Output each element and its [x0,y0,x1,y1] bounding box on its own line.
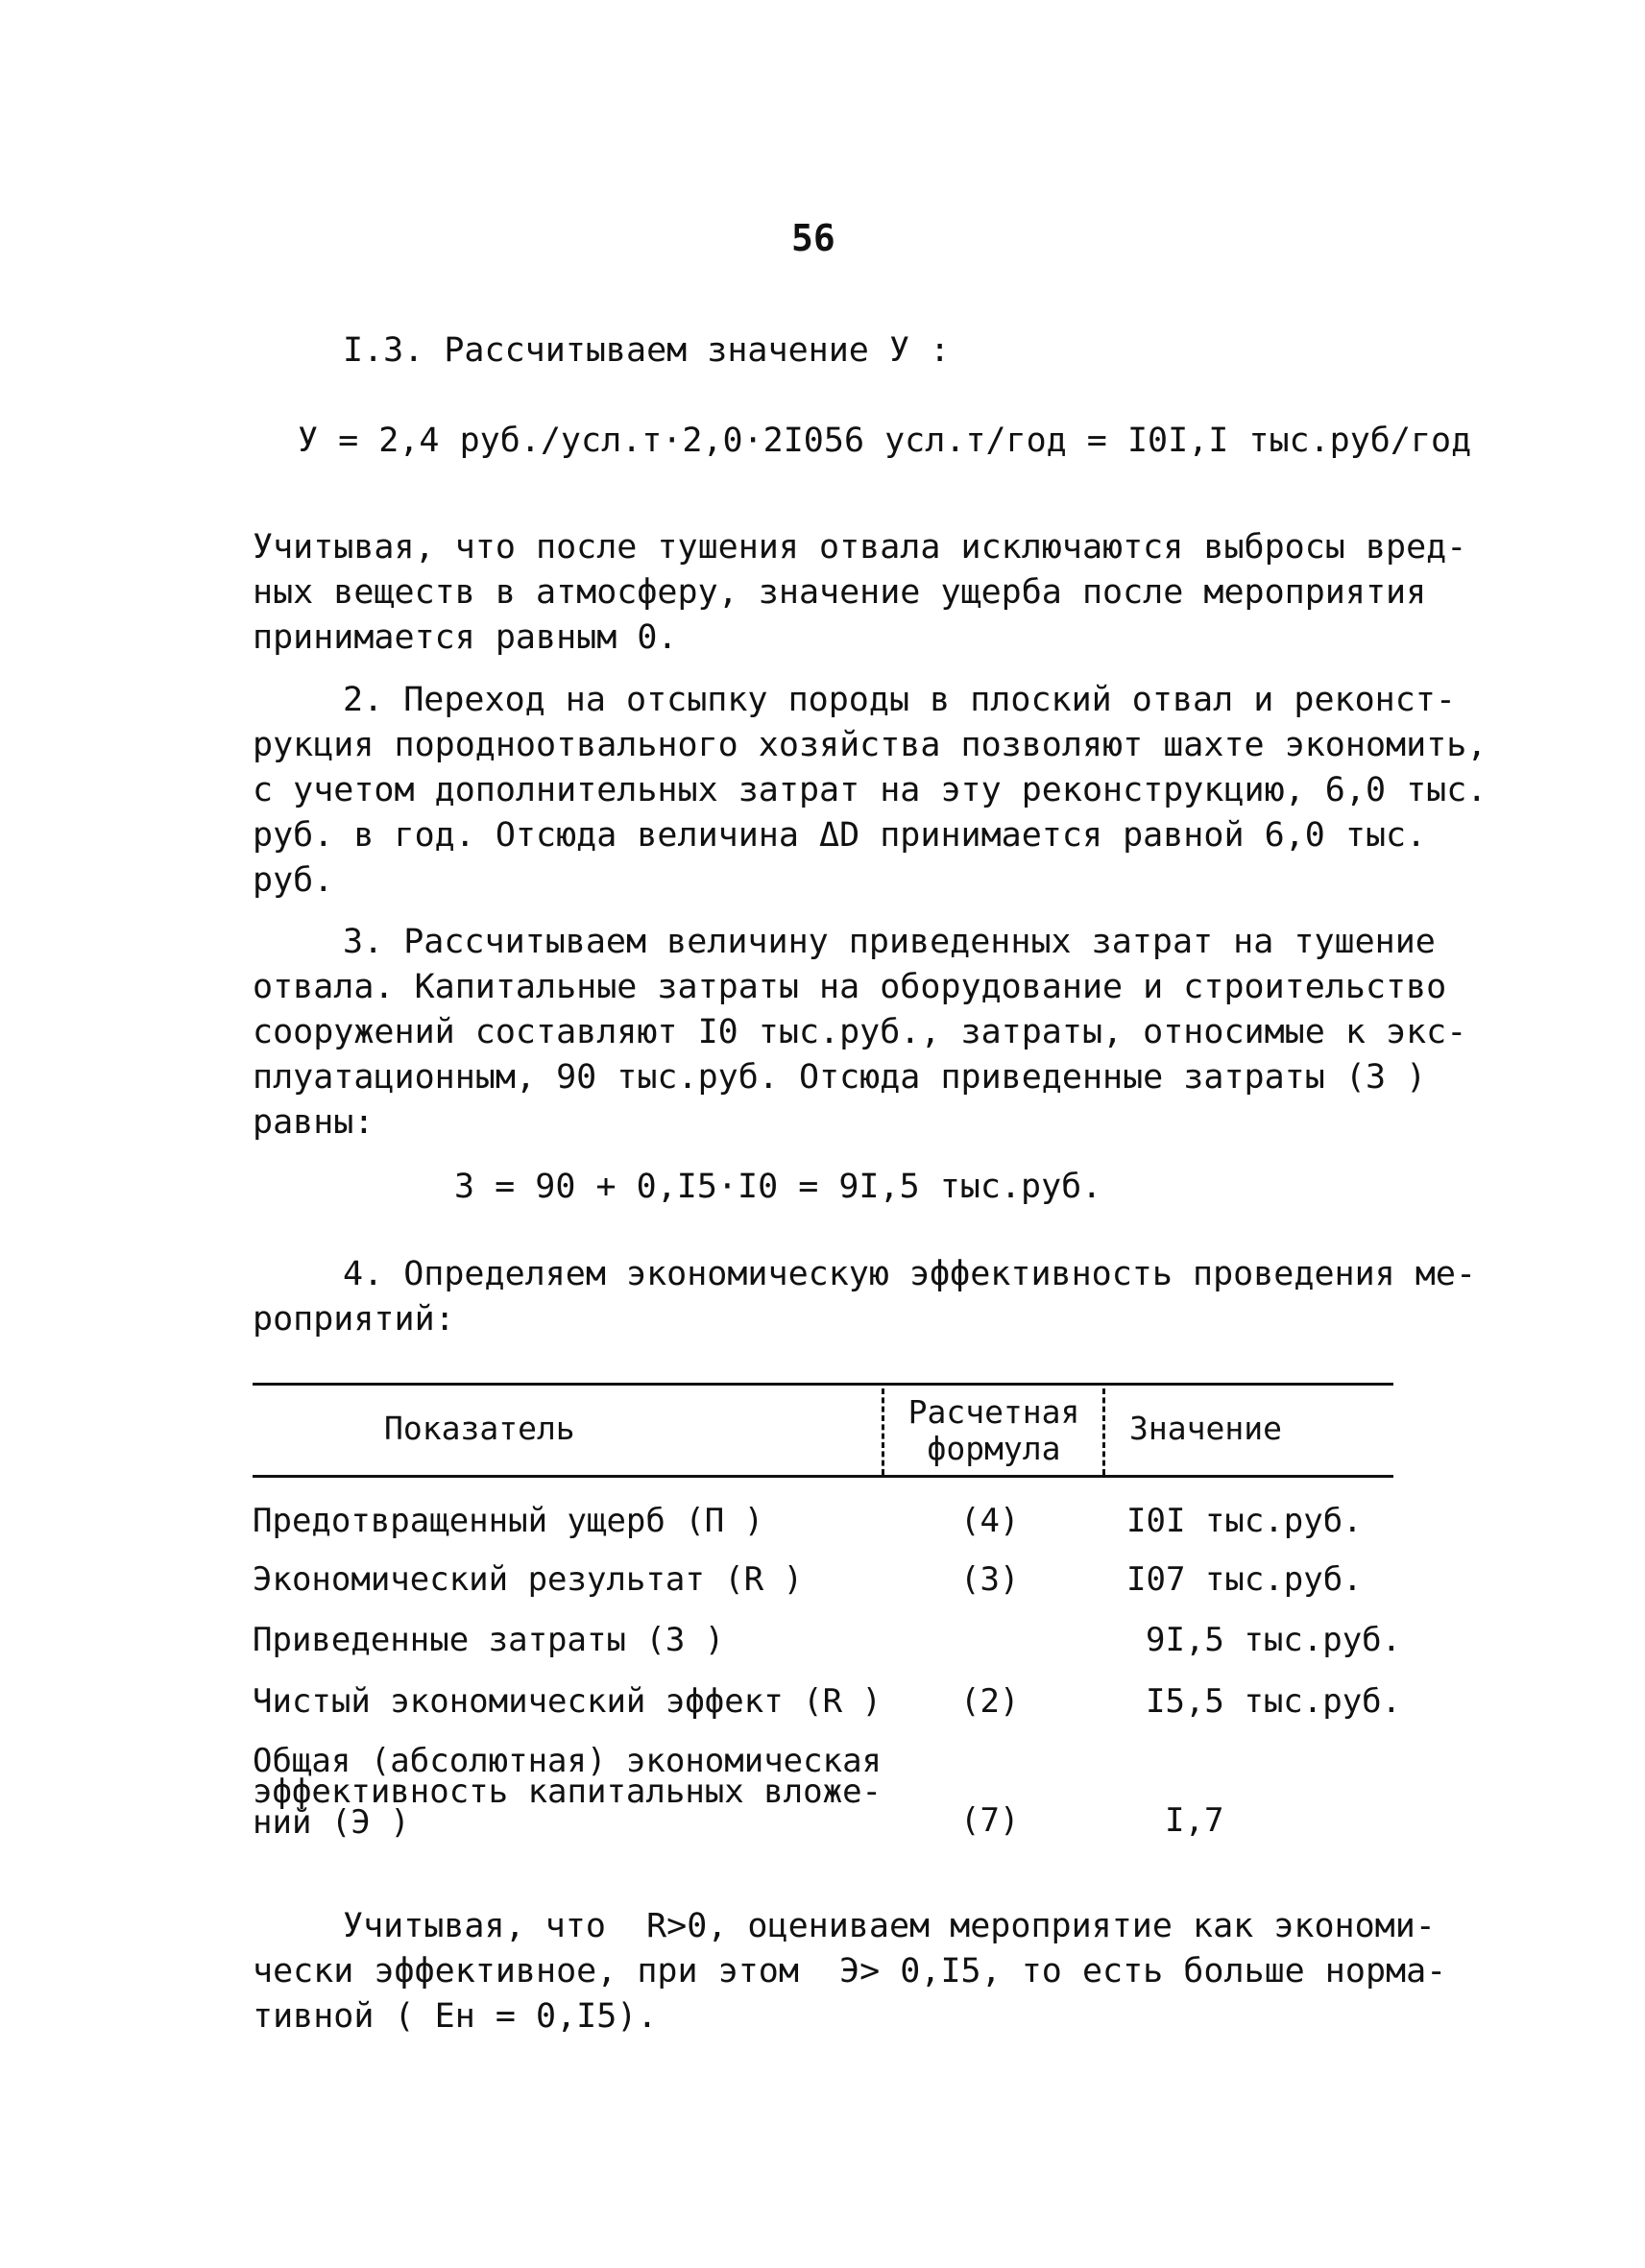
table-header-rule [253,1475,1393,1478]
page-number: 56 [791,217,835,259]
table-header-indicator: Показатель [384,1410,575,1447]
section-3-line: сооружений составляют I0 тыс.руб., затраты, относимые к экс- [253,1013,1467,1051]
table-cell-value: I07 тыс.руб. [1126,1560,1363,1599]
section-3-line: равны: [253,1103,375,1142]
table-cell-indicator: Общая (абсолютная) экономическая эффективность капитальных вложе- ний (Э ) [253,1742,883,1842]
section-3-line: плуатационным, 90 тыс.руб. Отсюда приведенные затраты (З ) [253,1058,1427,1097]
conclusion-line: чески эффективное, при этом Э> 0,I5, то есть больше норма- [253,1952,1447,1991]
table-header-value: Значение [1129,1410,1282,1447]
table-cell-formula: (2) [960,1682,1020,1721]
table-cell-value: 9I,5 тыс.руб. [1146,1621,1402,1659]
table-top-rule [253,1383,1393,1386]
table-cell-value: I,7 [1165,1801,1224,1840]
table-cell-value: I5,5 тыс.руб. [1146,1682,1402,1721]
section-3-line: 3. Рассчитываем величину приведенных затрат на тушение [343,923,1436,961]
section-2-line: с учетом дополнительных затрат на эту реконструкцию, 6,0 тыс. [253,771,1488,809]
table-column-divider [1102,1388,1105,1475]
table-header-formula: Расчетная формула [907,1393,1080,1467]
table-cell-value: I0I тыс.руб. [1126,1502,1363,1540]
section-2-line: 2. Переход на отсыпку породы в плоский отвал и реконст- [343,681,1456,719]
table-cell-formula: (3) [960,1560,1020,1599]
section-1-3-para-line: принимается равным 0. [253,618,678,657]
table-cell-indicator: Приведенные затраты (З ) [253,1621,725,1659]
section-1-3-heading: I.3. Рассчитываем значение У : [343,331,951,370]
section-4-line: 4. Определяем экономическую эффективность проведения ме- [343,1255,1477,1293]
table-cell-indicator: Экономический результат (R ) [253,1560,804,1599]
section-2-line: руб. в год. Отсюда величина ΔD принимается равной 6,0 тыс. [253,816,1427,855]
conclusion-line: тивной ( Eн = 0,I5). [253,1997,658,2036]
conclusion-line: Учитывая, что R>0, оцениваем мероприятие как экономи- [343,1907,1436,1945]
section-4-line: роприятий: [253,1300,455,1339]
section-1-3-para-line: ных веществ в атмосферу, значение ущерба после мероприятия [253,573,1427,612]
section-3-line: отвала. Капитальные затраты на оборудование и строительство [253,968,1447,1006]
table-column-divider [882,1388,884,1475]
table-cell-formula: (7) [960,1801,1020,1840]
section-3-formula: З = 90 + 0,I5·I0 = 9I,5 тыс.руб. [454,1168,1102,1206]
section-1-3-formula: У = 2,4 руб./усл.т·2,0·2I056 усл.т/год = I0I,I тыс.руб/год [298,422,1472,460]
table-cell-formula: (4) [960,1502,1020,1540]
section-2-line: рукция породноотвального хозяйства позволяют шахте экономить, [253,726,1488,764]
table-cell-indicator: Чистый экономический эффект (R ) [253,1682,883,1721]
table-cell-indicator: Предотвращенный ущерб (П ) [253,1502,764,1540]
section-2-line: руб. [253,861,334,900]
section-1-3-para-line: Учитывая, что после тушения отвала исключаются выбросы вред- [253,528,1467,567]
